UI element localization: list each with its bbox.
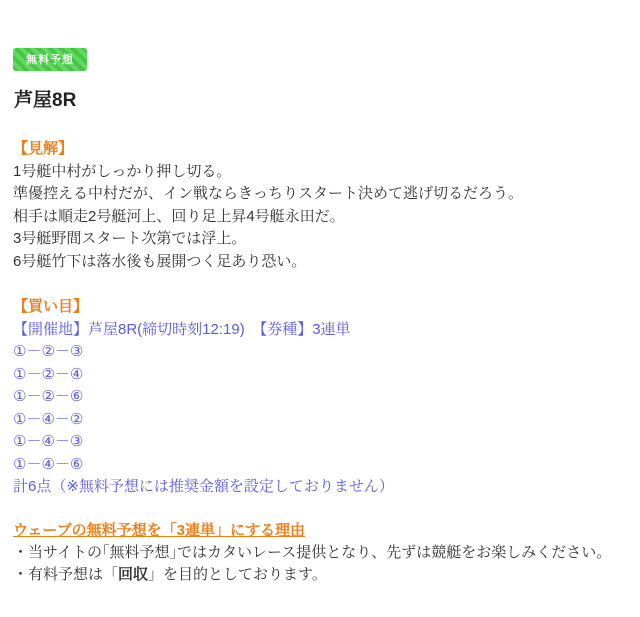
venue-line: 【開催地】芦屋8R(締切時刻12:19) 【券種】3連単 [13,320,351,338]
bet-combination: ①－②－⑥ [13,388,84,405]
bet-combination: ①－④－⑥ [13,455,84,473]
kenkai-heading: 【見解】 [13,140,74,157]
kaime-heading: 【買い目】 [13,298,89,315]
bet-combination: ①－②－③ [13,343,84,360]
reason-bullet-2-post: 」を目的としております。 [148,566,327,584]
free-prediction-badge-label: 無料予想 [26,54,74,66]
reason-section [13,520,620,587]
kaime-section [13,296,620,499]
reason-bullet-2 [13,564,620,586]
reason-bullet-1: ・当サイトの｢無料予想｣ではカタいレース提供となり、先ずは競艇をお楽しみください。 [13,544,612,561]
kenkai-section [13,138,620,273]
page-title: 芦屋8R [14,90,77,111]
reason-bullet-2-bold: 回収 [118,566,149,584]
kenkai-line: 準優控える中村だが、イン戦ならきっちりスタート決めて逃げ切るだろう。 [13,185,524,202]
reason-bullet-2-pre: ・有料予想は「 [13,566,119,584]
kenkai-line: 6号艇竹下は落水後も展開つく足あり恐い。 [13,252,307,270]
bet-combination: ①－④－② [13,410,84,428]
total-points-line: 計6点（※無料予想には推奨金額を設定しておりません） [13,478,394,495]
reason-heading: ウェーブの無料予想を「3連単」にする理由 [13,521,305,539]
bet-combination: ①－④－③ [13,433,84,450]
free-prediction-badge [13,48,87,71]
kenkai-line: 1号艇中村がしっかり押し切る。 [13,162,232,180]
kenkai-line: 相手は順走2号艇河上、回り足上昇4号艇永田だ。 [13,207,345,225]
bet-combination: ①－②－④ [13,365,84,383]
kenkai-line: 3号艇野間スタート次第では浮上。 [13,230,247,247]
